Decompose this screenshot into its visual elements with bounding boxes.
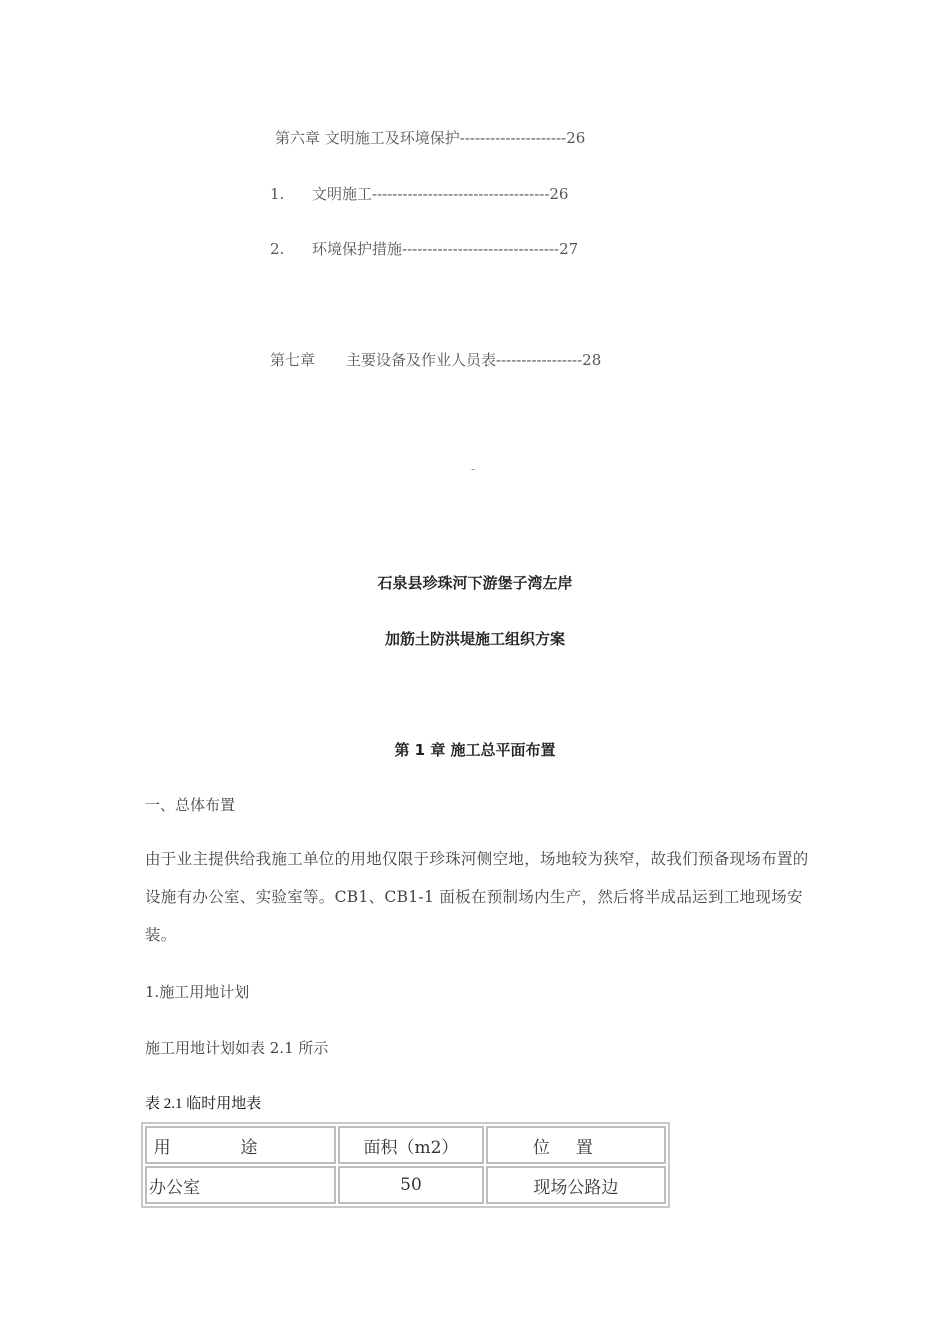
sub-heading: 1.施工用地计划	[145, 983, 250, 1001]
toc-entry-number: 第七章	[270, 351, 316, 369]
page-separator: -	[471, 462, 476, 476]
toc-entry-chapter-6[interactable]	[275, 127, 585, 148]
header-cell-location: 位置	[486, 1126, 666, 1164]
toc-entry-text: 环境保护措施-------------------------------27	[312, 240, 579, 258]
cell-area: 50	[338, 1166, 484, 1204]
header-cell-usage: 用途	[145, 1126, 336, 1164]
body-paragraph: 由于业主提供给我施工单位的用地仅限于珍珠河侧空地，场地较为狭窄，故我们预备现场布置的设施有办公室、实验室等。CB1、CB1-1 面板在预制场内生产，然后将半成品运到工地现场安装。	[145, 850, 809, 944]
toc-entry-text: 主要设备及作业人员表-----------------28	[346, 351, 602, 369]
land-use-table	[141, 1122, 670, 1208]
toc-entry-number: 1.	[270, 185, 285, 203]
document-title-line2: 加筋土防洪堤施工组织方案	[384, 630, 565, 648]
table-header-row	[145, 1126, 666, 1164]
table-caption: 表 2.1 临时用地表	[145, 1096, 262, 1112]
toc-entry-1[interactable]	[270, 183, 568, 204]
toc-entry-text: 第六章 文明施工及环境保护---------------------26	[275, 129, 586, 147]
cell-usage: 办公室	[145, 1166, 336, 1204]
table-intro: 施工用地计划如表 2.1 所示	[145, 1039, 329, 1057]
toc-entry-chapter-7[interactable]	[270, 349, 601, 370]
toc-entry-number: 2.	[270, 240, 285, 258]
cell-location: 现场公路边	[486, 1166, 666, 1204]
header-cell-area: 面积（m2）	[338, 1126, 484, 1164]
toc-entry-text: 文明施工-----------------------------------26	[312, 185, 569, 203]
toc-entry-2[interactable]	[270, 238, 578, 259]
section-heading: 一、总体布置	[145, 796, 236, 814]
chapter-title: 第 1 章 施工总平面布置	[394, 741, 556, 759]
table-row	[145, 1166, 666, 1204]
document-title-line1: 石泉县珍珠河下游堡子湾左岸	[377, 574, 573, 592]
